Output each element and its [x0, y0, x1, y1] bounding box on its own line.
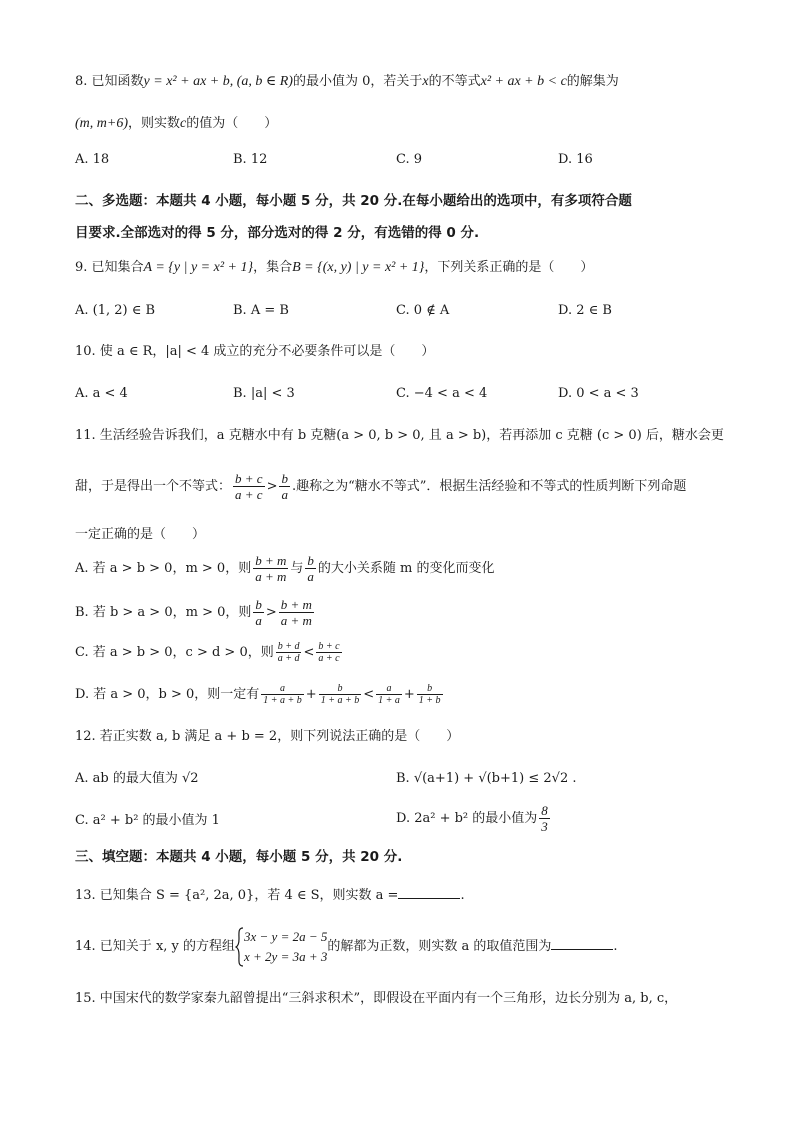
q8-line2-text: ，则实数: [128, 116, 181, 131]
q8-option-c: C. 9: [396, 152, 423, 167]
q8-option-b: B. 12: [233, 152, 268, 167]
q12-option-a: A. ab 的最大值为 √2: [75, 771, 199, 786]
q8-function: y = x² + ax + b, (a, b ∈ R): [143, 74, 293, 89]
q11-opta-pre: A. 若 a > b > 0，m > 0，则: [75, 561, 252, 576]
q11-optb-pre: B. 若 b > a > 0，m > 0，则: [75, 605, 252, 620]
q11-optb-mid: >: [265, 605, 277, 620]
q11-opta-frac2-num: b: [307, 553, 314, 568]
q11-optb-frac1-num: b: [255, 597, 262, 612]
q10-option-d: D. 0 < a < 3: [558, 386, 639, 401]
q11-opta-frac2: [305, 553, 316, 584]
q11-optb-frac1-den: a: [255, 613, 262, 628]
q11-optc-frac1-num: b + d: [277, 641, 300, 652]
q11-opta-frac1-num: b + m: [255, 553, 287, 568]
q8-line2-var: c: [180, 116, 187, 131]
q14-stem: [75, 924, 618, 970]
q11-line3: 一定正确的是（ ）: [75, 527, 206, 542]
q14-eq1: 3x − y = 2a − 5: [244, 928, 328, 944]
q8-line2-end: 的值为（ ）: [186, 116, 278, 131]
q10-option-c: C. −4 < a < 4: [396, 386, 488, 401]
q12-optd-frac-num: 8: [541, 803, 548, 818]
q11-optc-frac2: [316, 641, 341, 664]
q11-line2: [75, 470, 686, 504]
q11-optc-frac1-den: a + d: [277, 653, 300, 664]
q11-frac-right-den: a: [281, 487, 288, 502]
q11-option-c: [75, 638, 344, 668]
q8-interval: (m, m+6): [75, 116, 128, 131]
q11-optd-plus1: +: [305, 687, 317, 702]
q11-line1: 11. 生活经验告诉我们，a 克糖水中有 b 克糖(a > 0, b > 0, 且 a > b)，若再添加 c 克糖 (c > 0) 后，糖水会更: [75, 428, 724, 443]
q12-option-d: [396, 802, 552, 836]
q12-optd-pre: D. 2a² + b² 的最小值为: [396, 811, 538, 826]
q11-optd-frac3-num: a: [376, 683, 402, 695]
q11-option-b: [75, 596, 316, 630]
q11-optd-frac4-den: 1 + b: [418, 695, 441, 706]
q12-stem: 12. 若正实数 a, b 满足 a + b = 2，则下列说法正确的是（ ）: [75, 729, 460, 744]
q12-option-b: B. √(a+1) + √(b+1) ≤ 2√2 .: [396, 771, 577, 786]
q11-optc-frac1: [276, 641, 302, 664]
q11-optb-frac2-den: a + m: [280, 613, 312, 628]
q11-optd-frac2: [319, 683, 362, 706]
q9-option-d: D. 2 ∈ B: [558, 303, 612, 318]
q12-option-c: C. a² + b² 的最小值为 1: [75, 813, 220, 828]
q11-option-d: [75, 680, 445, 710]
q11-gt: >: [266, 479, 278, 494]
q11-optd-pre: D. 若 a > 0，b > 0，则一定有: [75, 687, 260, 702]
q9-set-a: A = {y | y = x² + 1}: [143, 260, 254, 275]
section3-heading: 三、填空题：本题共 4 小题，每小题 5 分，共 20 分.: [75, 849, 403, 865]
q9-end: ，下列关系正确的是（ ）: [424, 260, 594, 275]
q9-set-b: B = {(x, y) | y = x² + 1}: [292, 260, 425, 275]
left-brace-icon: [235, 927, 244, 967]
q11-opta-mid: 与: [290, 561, 304, 576]
q11-line2-post: .趣称之为“糖水不等式”．根据生活经验和不等式的性质判断下列命题: [291, 479, 687, 494]
q9-option-b: B. A = B: [233, 303, 289, 318]
q11-frac-left: [233, 471, 265, 502]
q11-optb-frac1: [253, 597, 264, 628]
q11-optd-frac1: [261, 683, 304, 706]
q11-optd-frac3-den: 1 + a: [378, 695, 400, 706]
q11-opta-frac1: [253, 553, 288, 584]
q14-answer-blank: [551, 936, 613, 950]
q11-optc-frac2-num: b + c: [318, 641, 340, 652]
q13-stem: [75, 885, 465, 905]
q11-frac-left-num: b + c: [235, 471, 263, 486]
q8-text-end: 的解集为: [566, 74, 619, 89]
q12-optd-frac-den: 3: [541, 819, 548, 834]
q11-optd-frac1-num: a: [261, 683, 304, 695]
q8-text-mid: 的最小值为 0，若关于: [292, 74, 423, 89]
q8-prefix: 8. 已知函数: [75, 74, 144, 89]
section2-heading-line1: 二、多选题：本题共 4 小题，每小题 5 分，共 20 分.在每小题给出的选项中，有多项符合题: [75, 193, 632, 209]
q12-optd-frac: [539, 803, 550, 834]
q9-prefix: 9. 已知集合: [75, 260, 144, 275]
q11-frac-right-num: b: [281, 471, 288, 486]
q14-post: 的解都为正数，则实数 a 的取值范围为: [327, 939, 552, 954]
q10-option-a: A. a < 4: [75, 386, 128, 401]
q14-end: .: [613, 939, 618, 954]
q11-optd-lt: <: [363, 687, 375, 702]
q8-option-d: D. 16: [558, 152, 593, 167]
q11-optb-frac2-num: b + m: [280, 597, 312, 612]
q13-answer-blank: [398, 885, 460, 899]
q11-line2-pre: 甜，于是得出一个不等式：: [75, 479, 232, 494]
q8-inequality: x² + ax + b < c: [480, 74, 567, 89]
q11-optd-frac4-num: b: [417, 683, 443, 695]
q14-pre: 14. 已知关于 x, y 的方程组: [75, 939, 236, 954]
q8-line2: [75, 115, 277, 133]
q9-mid: ，集合: [253, 260, 293, 275]
q11-option-a: [75, 552, 494, 586]
q9-stem: [75, 259, 593, 277]
q10-stem: 10. 使 a ∈ R，|a| < 4 成立的充分不必要条件可以是（ ）: [75, 344, 435, 359]
q11-optc-pre: C. 若 a > b > 0，c > d > 0，则: [75, 645, 274, 660]
q9-option-c: C. 0 ∉ A: [396, 303, 450, 318]
q11-optd-frac4: [417, 683, 443, 706]
q11-optd-plus2: +: [403, 687, 415, 702]
q11-optd-frac2-num: b: [319, 683, 362, 695]
q11-optb-frac2: [279, 597, 314, 628]
q14-system: [244, 927, 327, 967]
section2-heading-line2: 目要求.全部选对的得 5 分，部分选对的得 2 分，有选错的得 0 分.: [75, 225, 480, 241]
q8-var: x: [422, 74, 429, 89]
q11-optc-frac2-den: a + c: [318, 653, 340, 664]
q11-opta-frac1-den: a + m: [255, 569, 287, 584]
q11-optd-frac2-den: 1 + a + b: [320, 695, 360, 706]
q13-end: .: [460, 888, 465, 903]
q8-text-mid2: 的不等式: [428, 74, 481, 89]
q11-optd-frac1-den: 1 + a + b: [263, 695, 302, 706]
q11-opta-post: 的大小关系随 m 的变化而变化: [317, 561, 495, 576]
q13-text: 13. 已知集合 S = {a², 2a, 0}，若 4 ∈ S，则实数 a =: [75, 888, 399, 903]
q11-optc-mid: <: [303, 645, 315, 660]
q11-frac-left-den: a + c: [235, 487, 263, 502]
q8-option-a: A. 18: [75, 152, 110, 167]
q15-stem: 15. 中国宋代的数学家秦九韶曾提出“三斜求积术”，即假设在平面内有一个三角形，边长分别为 a, b, c，: [75, 991, 678, 1006]
q10-option-b: B. |a| < 3: [233, 386, 295, 401]
q8-line1: [75, 73, 619, 91]
q11-opta-frac2-den: a: [307, 569, 314, 584]
q9-option-a: A. (1, 2) ∈ B: [75, 303, 156, 318]
q14-eq2: x + 2y = 3a + 3: [244, 948, 328, 964]
q11-frac-right: [279, 471, 290, 502]
q11-optd-frac3: [376, 683, 402, 706]
